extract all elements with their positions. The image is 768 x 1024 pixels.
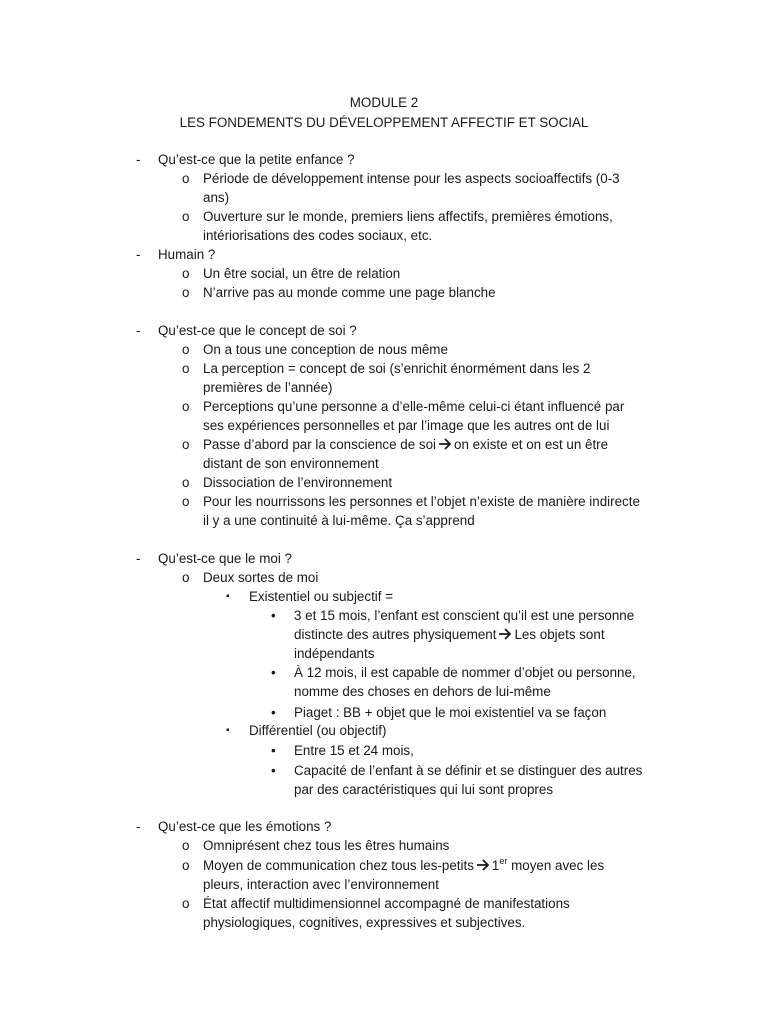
list-item-text: Ouverture sur le monde, premiers liens affectifs, premières émotions, [203, 209, 613, 224]
list-item-text: Moyen de communication chez tous les-petits [203, 858, 474, 873]
circle-marker: o [182, 399, 190, 414]
list-item-text: il y a une continuité à lui-même. Ça s’apprend [203, 513, 475, 528]
question-heading: Qu’est-ce que le concept de soi ? [158, 323, 357, 338]
list-item-text: À 12 mois, il est capable de nommer d’objet ou personne, [294, 665, 636, 680]
list-item-line [294, 625, 605, 644]
dash-marker: - [136, 551, 141, 566]
square-marker: ▪ [226, 725, 230, 736]
circle-marker: o [182, 361, 190, 376]
list-item-text: Entre 15 et 24 mois, [294, 743, 414, 758]
list-item-text: ses expériences personnelles et par l’image que les autres ont de lui [203, 418, 610, 433]
list-item-text: Passe d’abord par la conscience de soi [203, 437, 436, 452]
list-item-text: par des caractéristiques qui lui sont propres [294, 782, 554, 797]
list-item-text: physiologiques, cognitives, expressives et subjectives. [203, 915, 526, 930]
bullet-marker: • [271, 743, 276, 758]
question-heading: Humain ? [158, 247, 216, 262]
right-arrow-icon [438, 438, 452, 450]
circle-marker: o [182, 896, 190, 911]
list-item-text: La perception = concept de soi (s’enrichit énormément dans les 2 [203, 361, 591, 376]
list-item-text: Capacité de l’enfant à se définir et se distinguer des autres [294, 763, 643, 778]
list-item-text: Piaget : BB + objet que le moi existentiel va se façon [294, 705, 607, 720]
dash-marker: - [136, 247, 141, 262]
list-item-text: Dissociation de l’environnement [203, 475, 393, 490]
list-item-text: Période de développement intense pour les aspects socioaffectifs (0-3 [203, 171, 620, 186]
ordinal-suffix: er [499, 856, 508, 866]
list-item-text: ans) [203, 190, 230, 205]
circle-marker: o [182, 266, 190, 281]
square-marker: ▪ [226, 591, 230, 602]
right-arrow-icon [498, 628, 512, 640]
list-item-line [203, 856, 604, 875]
question-heading: Qu’est-ce que le moi ? [158, 551, 292, 566]
question-heading: Qu’est-ce que les émotions ? [158, 819, 332, 834]
circle-marker: o [182, 858, 190, 873]
circle-marker: o [182, 437, 190, 452]
list-item-text: on existe et on est un être [454, 437, 609, 452]
dash-marker: - [136, 323, 141, 338]
bullet-marker: • [271, 763, 276, 778]
circle-marker: o [182, 285, 190, 300]
list-item-text: N’arrive pas au monde comme une page blanche [203, 285, 496, 300]
page-title: LES FONDEMENTS DU DÉVELOPPEMENT AFFECTIF ET SOCIAL [179, 115, 589, 130]
list-item-text: 3 et 15 mois, l’enfant est conscient qu’il est une personne [294, 608, 635, 623]
list-item-text: Les objets sont [514, 627, 605, 642]
circle-marker: o [182, 475, 190, 490]
list-item-text: État affectif multidimensionnel accompagné de manifestations [203, 896, 570, 911]
list-item-text: Deux sortes de moi [203, 570, 319, 585]
list-item-text: intériorisations des codes sociaux, etc. [203, 228, 433, 243]
list-item-text: moyen avec les [507, 858, 605, 873]
list-item-text: pleurs, interaction avec l’environnement [203, 877, 439, 892]
ordinal-number: 1 [491, 858, 500, 873]
list-item-text: On a tous une conception de nous même [203, 342, 448, 357]
list-item-text: distant de son environnement [203, 456, 379, 471]
circle-marker: o [182, 209, 190, 224]
module-title: MODULE 2 [349, 95, 419, 110]
bullet-marker: • [271, 705, 276, 720]
question-heading: Qu’est-ce que la petite enfance ? [158, 152, 355, 167]
list-item-text: nomme des choses en dehors de lui-même [294, 684, 551, 699]
circle-marker: o [182, 171, 190, 186]
circle-marker: o [182, 342, 190, 357]
sub-heading: Existentiel ou subjectif = [249, 589, 394, 604]
list-item-text: Omniprésent chez tous les êtres humains [203, 838, 450, 853]
list-item-text: Perceptions qu’une personne a d’elle-même celui-ci étant influencé par [203, 399, 625, 414]
circle-marker: o [182, 570, 190, 585]
circle-marker: o [182, 494, 190, 509]
sub-heading: Différentiel (ou objectif) [249, 723, 387, 738]
list-item-text: premières de l’année) [203, 380, 333, 395]
circle-marker: o [182, 838, 190, 853]
dash-marker: - [136, 152, 141, 167]
list-item-text: indépendants [294, 646, 375, 661]
bullet-marker: • [271, 665, 276, 680]
dash-marker: - [136, 819, 141, 834]
list-item-text: Un être social, un être de relation [203, 266, 401, 281]
list-item-text: distincte des autres physiquement [294, 627, 497, 642]
bullet-marker: • [271, 608, 276, 623]
list-item-text: Pour les nourrissons les personnes et l’objet n’existe de manière indirecte [203, 494, 640, 509]
right-arrow-icon [476, 859, 490, 871]
list-item-line [203, 435, 608, 454]
